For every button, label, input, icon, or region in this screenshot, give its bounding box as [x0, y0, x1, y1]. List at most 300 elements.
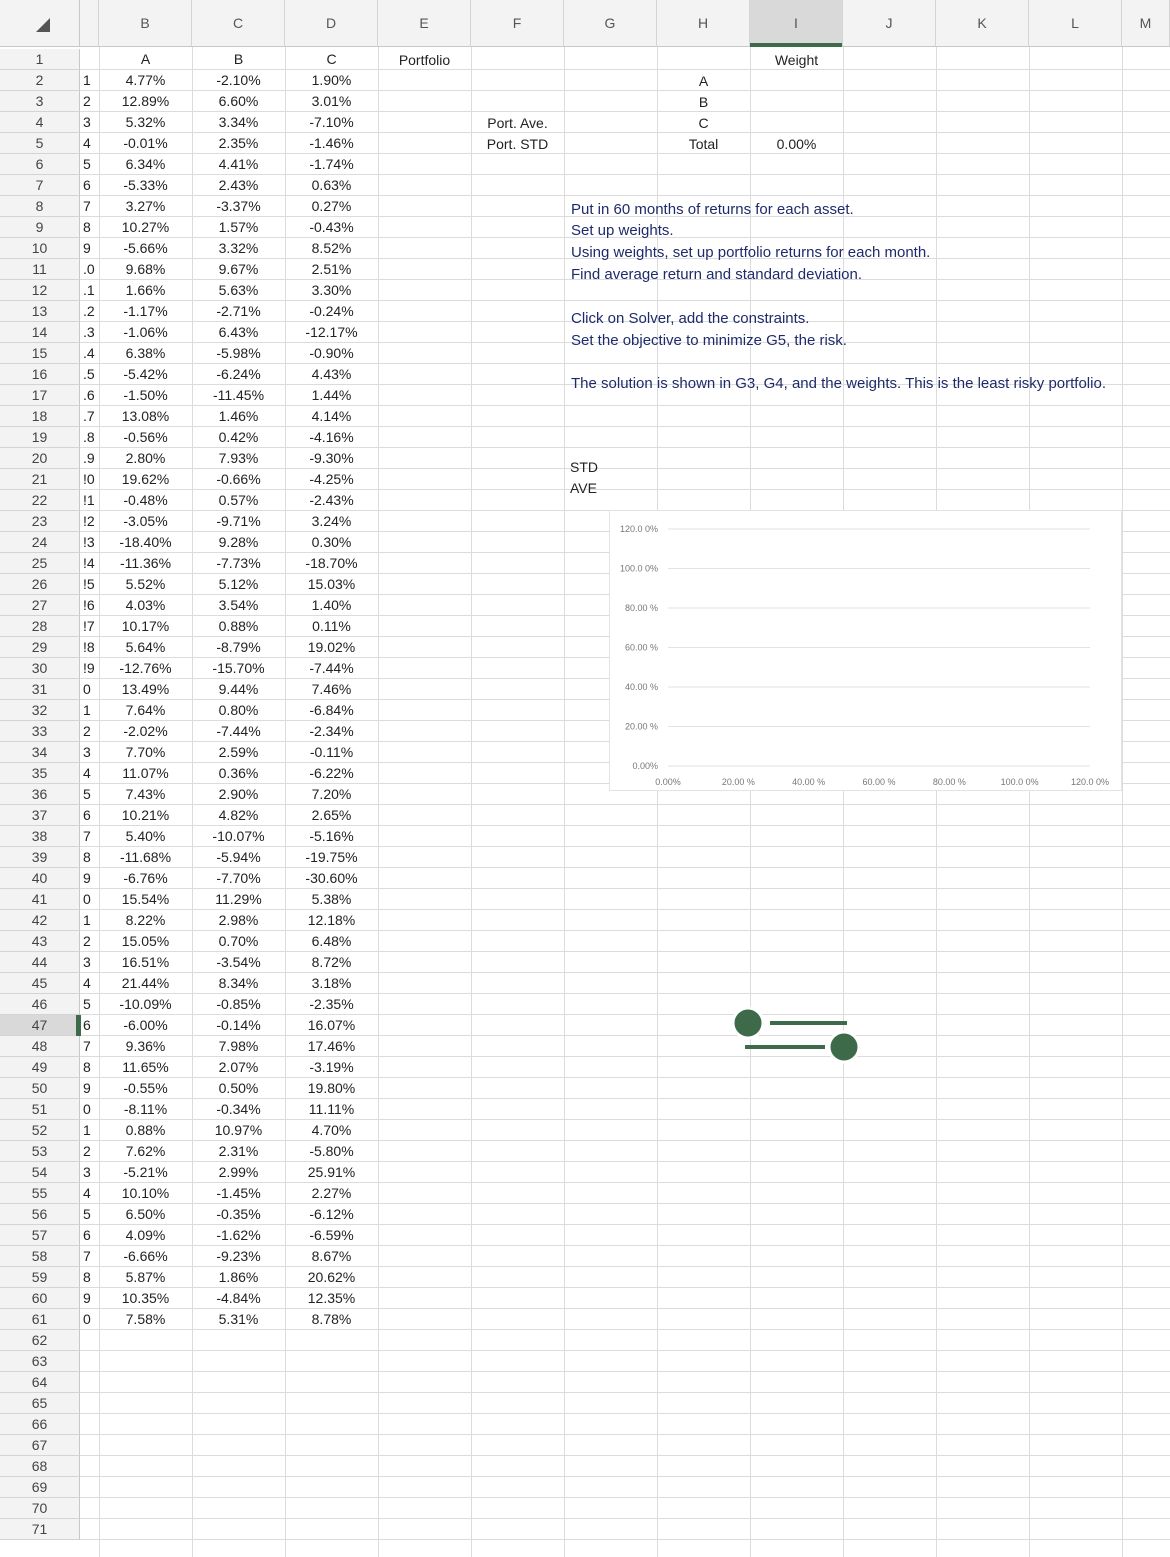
return-cell[interactable]: 5.31% [218, 1311, 259, 1327]
month-number-cell[interactable]: 3 [83, 744, 91, 760]
return-cell[interactable]: -15.70% [212, 660, 265, 676]
month-number-cell[interactable]: 3 [83, 1164, 91, 1180]
instruction-line[interactable]: Set the objective to minimize G5, the risk. [571, 332, 847, 349]
row-header[interactable]: 64 [0, 1372, 80, 1393]
return-cell[interactable]: -6.66% [123, 1248, 168, 1264]
row-header[interactable]: 61 [0, 1309, 80, 1330]
return-cell[interactable]: 2.43% [218, 177, 259, 193]
return-cell[interactable]: -7.44% [216, 723, 261, 739]
port-ave-label[interactable]: Port. Ave. [487, 115, 548, 131]
return-cell[interactable]: 8.52% [311, 240, 352, 256]
return-cell[interactable]: 1.40% [311, 597, 352, 613]
port-std-label[interactable]: Port. STD [486, 136, 549, 152]
return-cell[interactable]: 16.07% [307, 1017, 356, 1033]
return-cell[interactable]: 0.88% [125, 1122, 166, 1138]
row-header[interactable]: 10 [0, 238, 80, 259]
return-cell[interactable]: 4.43% [311, 366, 352, 382]
return-cell[interactable]: 2.65% [311, 807, 352, 823]
return-cell[interactable]: -7.44% [309, 660, 354, 676]
return-cell[interactable]: 0.36% [218, 765, 259, 781]
return-cell[interactable]: 13.08% [121, 408, 170, 424]
row-header[interactable]: 40 [0, 868, 80, 889]
return-cell[interactable]: -3.54% [216, 954, 261, 970]
return-cell[interactable]: 4.82% [218, 807, 259, 823]
month-number-cell[interactable]: !6 [83, 597, 95, 613]
column-header-d[interactable]: D [285, 0, 378, 47]
return-cell[interactable]: -1.45% [216, 1185, 261, 1201]
return-cell[interactable]: 9.68% [125, 261, 166, 277]
return-cell[interactable]: 0.30% [311, 534, 352, 550]
return-cell[interactable]: 5.64% [125, 639, 166, 655]
return-cell[interactable]: 7.62% [125, 1143, 166, 1159]
row-header[interactable]: 1 [0, 49, 80, 70]
return-cell[interactable]: 3.24% [311, 513, 352, 529]
row-header[interactable]: 67 [0, 1435, 80, 1456]
return-cell[interactable]: 3.34% [218, 114, 259, 130]
row-header[interactable]: 22 [0, 490, 80, 511]
return-cell[interactable]: -3.05% [123, 513, 168, 529]
row-header[interactable]: 54 [0, 1162, 80, 1183]
portfolio-header[interactable]: Portfolio [398, 52, 451, 68]
row-header[interactable]: 50 [0, 1078, 80, 1099]
return-cell[interactable]: 4.03% [125, 597, 166, 613]
return-cell[interactable]: -6.76% [123, 870, 168, 886]
return-cell[interactable]: 7.98% [218, 1038, 259, 1054]
return-cell[interactable]: 25.91% [307, 1164, 356, 1180]
row-header[interactable]: 36 [0, 784, 80, 805]
month-number-cell[interactable]: 3 [83, 114, 91, 130]
row-header[interactable]: 45 [0, 973, 80, 994]
return-cell[interactable]: -5.98% [216, 345, 261, 361]
row-header[interactable]: 66 [0, 1414, 80, 1435]
month-number-cell[interactable]: 1 [83, 702, 91, 718]
return-cell[interactable]: -6.24% [216, 366, 261, 382]
return-cell[interactable]: 1.44% [311, 387, 352, 403]
return-cell[interactable]: -1.46% [309, 135, 354, 151]
row-header[interactable]: 24 [0, 532, 80, 553]
return-cell[interactable]: 11.29% [215, 891, 262, 907]
return-cell[interactable]: -9.30% [309, 450, 354, 466]
return-cell[interactable]: -1.06% [123, 324, 168, 340]
row-header[interactable]: 9 [0, 217, 80, 238]
return-cell[interactable]: 0.70% [218, 933, 259, 949]
row-header[interactable]: 69 [0, 1477, 80, 1498]
row-header[interactable]: 18 [0, 406, 80, 427]
row-header[interactable]: 30 [0, 658, 80, 679]
row-header[interactable]: 60 [0, 1288, 80, 1309]
row-header[interactable]: 15 [0, 343, 80, 364]
return-cell[interactable]: 8.34% [218, 975, 259, 991]
month-number-cell[interactable]: 3 [83, 954, 91, 970]
row-header[interactable]: 70 [0, 1498, 80, 1519]
row-header[interactable]: 20 [0, 448, 80, 469]
row-header[interactable]: 49 [0, 1057, 80, 1078]
return-cell[interactable]: -6.59% [309, 1227, 354, 1243]
month-number-cell[interactable]: 2 [83, 723, 91, 739]
return-cell[interactable]: 5.40% [125, 828, 166, 844]
return-cell[interactable]: 19.62% [121, 471, 170, 487]
return-cell[interactable]: 3.27% [125, 198, 166, 214]
return-cell[interactable]: 7.46% [311, 681, 352, 697]
month-number-cell[interactable]: .2 [83, 303, 95, 319]
return-cell[interactable]: -18.70% [305, 555, 358, 571]
return-cell[interactable]: 2.35% [218, 135, 259, 151]
month-number-cell[interactable]: .4 [83, 345, 95, 361]
row-header[interactable]: 57 [0, 1225, 80, 1246]
return-cell[interactable]: 1.46% [218, 408, 259, 424]
row-header[interactable]: 26 [0, 574, 80, 595]
return-cell[interactable]: 2.07% [218, 1059, 259, 1075]
return-cell[interactable]: -10.09% [119, 996, 172, 1012]
return-cell[interactable]: 15.03% [307, 576, 356, 592]
return-cell[interactable]: 4.14% [311, 408, 352, 424]
row-header[interactable]: 13 [0, 301, 80, 322]
return-cell[interactable]: 8.67% [311, 1248, 352, 1264]
return-cell[interactable]: 1.90% [311, 72, 352, 88]
return-cell[interactable]: 10.35% [121, 1290, 170, 1306]
return-cell[interactable]: 10.97% [214, 1122, 263, 1138]
month-number-cell[interactable]: 6 [83, 177, 91, 193]
return-cell[interactable]: 12.18% [307, 912, 356, 928]
row-header[interactable]: 62 [0, 1330, 80, 1351]
return-cell[interactable]: -18.40% [119, 534, 172, 550]
month-number-cell[interactable]: 5 [83, 1206, 91, 1222]
month-number-cell[interactable]: !3 [83, 534, 95, 550]
return-cell[interactable]: 7.43% [125, 786, 166, 802]
return-cell[interactable]: 1.66% [125, 282, 166, 298]
return-cell[interactable]: 11.11% [308, 1101, 355, 1117]
return-cell[interactable]: 6.43% [218, 324, 259, 340]
return-cell[interactable]: 5.52% [125, 576, 166, 592]
month-number-cell[interactable]: 0 [83, 1101, 91, 1117]
column-header-h[interactable]: H [657, 0, 750, 47]
row-header[interactable]: 12 [0, 280, 80, 301]
row-header[interactable]: 7 [0, 175, 80, 196]
row-header[interactable]: 39 [0, 847, 80, 868]
return-cell[interactable]: 0.50% [218, 1080, 259, 1096]
month-number-cell[interactable]: .3 [83, 324, 95, 340]
month-number-cell[interactable]: 5 [83, 156, 91, 172]
return-cell[interactable]: -0.66% [216, 471, 261, 487]
return-cell[interactable]: -0.43% [309, 219, 354, 235]
return-cell[interactable]: -2.43% [309, 492, 354, 508]
return-cell[interactable]: 2.90% [218, 786, 259, 802]
return-cell[interactable]: 2.59% [218, 744, 259, 760]
row-header[interactable]: 41 [0, 889, 80, 910]
return-cell[interactable]: 4.09% [125, 1227, 166, 1243]
row-header[interactable]: 11 [0, 259, 80, 280]
row-header[interactable]: 47 [0, 1015, 80, 1036]
return-cell[interactable]: 11.65% [122, 1059, 169, 1075]
row-header[interactable]: 55 [0, 1183, 80, 1204]
selection-handle-end[interactable] [829, 1032, 859, 1062]
return-cell[interactable]: 2.98% [218, 912, 259, 928]
return-cell[interactable]: -4.16% [309, 429, 354, 445]
month-number-cell[interactable]: 0 [83, 681, 91, 697]
return-cell[interactable]: -2.02% [123, 723, 168, 739]
month-number-cell[interactable]: !2 [83, 513, 95, 529]
row-header[interactable]: 27 [0, 595, 80, 616]
selection-handles[interactable] [730, 1005, 870, 1072]
weight-label-c[interactable]: C [698, 115, 709, 131]
return-cell[interactable]: 2.27% [311, 1185, 352, 1201]
column-header-j[interactable]: J [843, 0, 936, 47]
return-cell[interactable]: -0.90% [309, 345, 354, 361]
return-cell[interactable]: -6.00% [123, 1017, 168, 1033]
return-cell[interactable]: 5.63% [218, 282, 259, 298]
return-cell[interactable]: -5.42% [123, 366, 168, 382]
return-cell[interactable]: -4.84% [216, 1290, 261, 1306]
row-header[interactable]: 58 [0, 1246, 80, 1267]
return-cell[interactable]: -8.79% [216, 639, 261, 655]
return-cell[interactable]: 10.17% [121, 618, 170, 634]
return-cell[interactable]: 7.58% [125, 1311, 166, 1327]
return-cell[interactable]: 0.42% [218, 429, 259, 445]
row-header[interactable]: 32 [0, 700, 80, 721]
return-cell[interactable]: 15.54% [121, 891, 170, 907]
month-number-cell[interactable]: 5 [83, 996, 91, 1012]
return-cell[interactable]: -2.71% [216, 303, 261, 319]
column-header-l[interactable]: L [1029, 0, 1122, 47]
return-cell[interactable]: -30.60% [305, 870, 358, 886]
column-header-a[interactable] [80, 0, 99, 47]
row-header[interactable]: 3 [0, 91, 80, 112]
month-number-cell[interactable]: .6 [83, 387, 95, 403]
row-header[interactable]: 21 [0, 469, 80, 490]
month-number-cell[interactable]: !4 [83, 555, 95, 571]
return-cell[interactable]: 1.86% [218, 1269, 259, 1285]
return-cell[interactable]: -0.48% [123, 492, 168, 508]
return-cell[interactable]: 10.21% [121, 807, 170, 823]
return-cell[interactable]: 15.05% [121, 933, 170, 949]
return-cell[interactable]: -12.76% [119, 660, 172, 676]
row-header[interactable]: 5 [0, 133, 80, 154]
return-cell[interactable]: -0.35% [216, 1206, 261, 1222]
return-cell[interactable]: -7.10% [309, 114, 354, 130]
row-header[interactable]: 31 [0, 679, 80, 700]
instruction-line[interactable]: Put in 60 months of returns for each asset. [571, 201, 854, 218]
row-header[interactable]: 37 [0, 805, 80, 826]
column-header-e[interactable]: E [378, 0, 471, 47]
return-cell[interactable]: -5.80% [309, 1143, 354, 1159]
return-cell[interactable]: -9.71% [216, 513, 261, 529]
return-cell[interactable]: -11.45% [212, 387, 265, 403]
row-header[interactable]: 8 [0, 196, 80, 217]
return-cell[interactable]: 7.93% [218, 450, 259, 466]
month-number-cell[interactable]: 8 [83, 849, 91, 865]
row-header[interactable]: 14 [0, 322, 80, 343]
select-all-corner[interactable] [0, 0, 80, 47]
return-cell[interactable]: -5.94% [216, 849, 261, 865]
efficient-frontier-chart[interactable] [609, 510, 1122, 791]
instruction-line[interactable]: Click on Solver, add the constraints. [571, 310, 810, 327]
return-cell[interactable]: 6.50% [125, 1206, 166, 1222]
return-cell[interactable]: -9.23% [216, 1248, 261, 1264]
month-number-cell[interactable]: 1 [83, 1122, 91, 1138]
return-cell[interactable]: -0.14% [216, 1017, 261, 1033]
return-cell[interactable]: 1.57% [218, 219, 259, 235]
return-cell[interactable]: 9.28% [218, 534, 259, 550]
return-cell[interactable]: -1.17% [123, 303, 168, 319]
return-cell[interactable]: -2.10% [216, 72, 261, 88]
return-cell[interactable]: 5.12% [218, 576, 259, 592]
month-number-cell[interactable]: 2 [83, 933, 91, 949]
return-cell[interactable]: -6.12% [309, 1206, 354, 1222]
return-cell[interactable]: -0.34% [216, 1101, 261, 1117]
return-cell[interactable]: -2.34% [309, 723, 354, 739]
return-cell[interactable]: 21.44% [121, 975, 170, 991]
column-header-f[interactable]: F [471, 0, 564, 47]
row-header[interactable]: 33 [0, 721, 80, 742]
month-number-cell[interactable]: 1 [83, 72, 91, 88]
month-number-cell[interactable]: 7 [83, 1248, 91, 1264]
instruction-line[interactable]: The solution is shown in G3, G4, and the weights. This is the least risky portfolio. [571, 375, 1106, 392]
return-cell[interactable]: 2.80% [125, 450, 166, 466]
month-number-cell[interactable]: 6 [83, 807, 91, 823]
weight-label-b[interactable]: B [698, 94, 709, 110]
return-cell[interactable]: 4.77% [125, 72, 166, 88]
return-cell[interactable]: 9.36% [125, 1038, 166, 1054]
month-number-cell[interactable]: 8 [83, 1059, 91, 1075]
return-cell[interactable]: 10.27% [121, 219, 170, 235]
row-header[interactable]: 68 [0, 1456, 80, 1477]
month-number-cell[interactable]: 0 [83, 891, 91, 907]
return-cell[interactable]: 8.78% [311, 1311, 352, 1327]
return-cell[interactable]: 3.18% [311, 975, 352, 991]
month-number-cell[interactable]: 0 [83, 1311, 91, 1327]
row-header[interactable]: 29 [0, 637, 80, 658]
return-cell[interactable]: 0.80% [218, 702, 259, 718]
return-cell[interactable]: -1.74% [309, 156, 354, 172]
return-cell[interactable]: 9.44% [218, 681, 259, 697]
month-number-cell[interactable]: 8 [83, 1269, 91, 1285]
return-cell[interactable]: 20.62% [307, 1269, 356, 1285]
return-cell[interactable]: -19.75% [305, 849, 358, 865]
row-header[interactable]: 2 [0, 70, 80, 91]
month-number-cell[interactable]: 6 [83, 1227, 91, 1243]
return-cell[interactable]: -2.35% [309, 996, 354, 1012]
return-cell[interactable]: 2.31% [218, 1143, 259, 1159]
return-cell[interactable]: 19.80% [307, 1080, 356, 1096]
return-cell[interactable]: -3.19% [309, 1059, 354, 1075]
month-number-cell[interactable]: 8 [83, 219, 91, 235]
returns-header-cell[interactable]: C [326, 51, 337, 67]
column-header-k[interactable]: K [936, 0, 1029, 47]
return-cell[interactable]: 3.54% [218, 597, 259, 613]
return-cell[interactable]: -11.68% [119, 849, 172, 865]
row-header[interactable]: 44 [0, 952, 80, 973]
total-weight-value[interactable]: 0.00% [776, 136, 817, 152]
column-header-c[interactable]: C [192, 0, 285, 47]
return-cell[interactable]: 6.38% [125, 345, 166, 361]
column-header-g[interactable]: G [564, 0, 657, 47]
return-cell[interactable]: -0.56% [123, 429, 168, 445]
row-header[interactable]: 6 [0, 154, 80, 175]
return-cell[interactable]: -3.37% [216, 198, 261, 214]
month-number-cell[interactable]: 7 [83, 828, 91, 844]
return-cell[interactable]: -5.66% [123, 240, 168, 256]
row-header[interactable]: 43 [0, 931, 80, 952]
row-header[interactable]: 4 [0, 112, 80, 133]
return-cell[interactable]: -0.85% [216, 996, 261, 1012]
return-cell[interactable]: 2.99% [218, 1164, 259, 1180]
month-number-cell[interactable]: 6 [83, 1017, 91, 1033]
row-header[interactable]: 25 [0, 553, 80, 574]
return-cell[interactable]: -1.50% [123, 387, 168, 403]
row-header[interactable]: 38 [0, 826, 80, 847]
column-header-m[interactable]: M [1122, 0, 1170, 47]
return-cell[interactable]: 6.34% [125, 156, 166, 172]
row-header[interactable]: 17 [0, 385, 80, 406]
row-header[interactable]: 42 [0, 910, 80, 931]
month-number-cell[interactable]: !7 [83, 618, 95, 634]
return-cell[interactable]: -0.11% [309, 744, 354, 760]
month-number-cell[interactable]: 9 [83, 870, 91, 886]
return-cell[interactable]: -10.07% [212, 828, 265, 844]
return-cell[interactable]: 11.07% [122, 765, 169, 781]
row-header[interactable]: 23 [0, 511, 80, 532]
return-cell[interactable]: 12.89% [121, 93, 170, 109]
return-cell[interactable]: 4.70% [311, 1122, 352, 1138]
row-header[interactable]: 51 [0, 1099, 80, 1120]
row-header[interactable]: 56 [0, 1204, 80, 1225]
month-number-cell[interactable]: 9 [83, 1290, 91, 1306]
return-cell[interactable]: 6.60% [218, 93, 259, 109]
return-cell[interactable]: -5.33% [123, 177, 168, 193]
month-number-cell[interactable]: .9 [83, 450, 95, 466]
return-cell[interactable]: 5.32% [125, 114, 166, 130]
return-cell[interactable]: 13.49% [121, 681, 170, 697]
month-number-cell[interactable]: .5 [83, 366, 95, 382]
return-cell[interactable]: 7.70% [125, 744, 166, 760]
returns-header-cell[interactable]: A [140, 51, 151, 67]
row-header[interactable]: 16 [0, 364, 80, 385]
month-number-cell[interactable]: 4 [83, 135, 91, 151]
instruction-line[interactable]: Set up weights. [571, 222, 674, 239]
row-header[interactable]: 53 [0, 1141, 80, 1162]
return-cell[interactable]: 9.67% [218, 261, 259, 277]
row-header[interactable]: 28 [0, 616, 80, 637]
return-cell[interactable]: 4.41% [218, 156, 259, 172]
std-label[interactable]: STD [570, 459, 598, 475]
return-cell[interactable]: 8.72% [311, 954, 352, 970]
return-cell[interactable]: 0.63% [311, 177, 352, 193]
return-cell[interactable]: -0.55% [123, 1080, 168, 1096]
return-cell[interactable]: 6.48% [311, 933, 352, 949]
return-cell[interactable]: -0.01% [123, 135, 168, 151]
month-number-cell[interactable]: 4 [83, 1185, 91, 1201]
return-cell[interactable]: -11.36% [119, 555, 172, 571]
return-cell[interactable]: -7.70% [216, 870, 261, 886]
return-cell[interactable]: -4.25% [309, 471, 354, 487]
month-number-cell[interactable]: 4 [83, 765, 91, 781]
return-cell[interactable]: 17.46% [307, 1038, 356, 1054]
return-cell[interactable]: 0.27% [311, 198, 352, 214]
month-number-cell[interactable]: .1 [83, 282, 95, 298]
instruction-line[interactable]: Using weights, set up portfolio returns for each month. [571, 244, 931, 261]
return-cell[interactable]: -8.11% [123, 1101, 168, 1117]
returns-header-cell[interactable]: B [233, 51, 244, 67]
return-cell[interactable]: 3.32% [218, 240, 259, 256]
weights-header[interactable]: Weight [774, 52, 819, 68]
row-header[interactable]: 19 [0, 427, 80, 448]
column-header-i[interactable]: I [750, 0, 843, 47]
month-number-cell[interactable]: !5 [83, 576, 95, 592]
return-cell[interactable]: -0.24% [309, 303, 354, 319]
month-number-cell[interactable]: !8 [83, 639, 95, 655]
month-number-cell[interactable]: 4 [83, 975, 91, 991]
month-number-cell[interactable]: 2 [83, 1143, 91, 1159]
